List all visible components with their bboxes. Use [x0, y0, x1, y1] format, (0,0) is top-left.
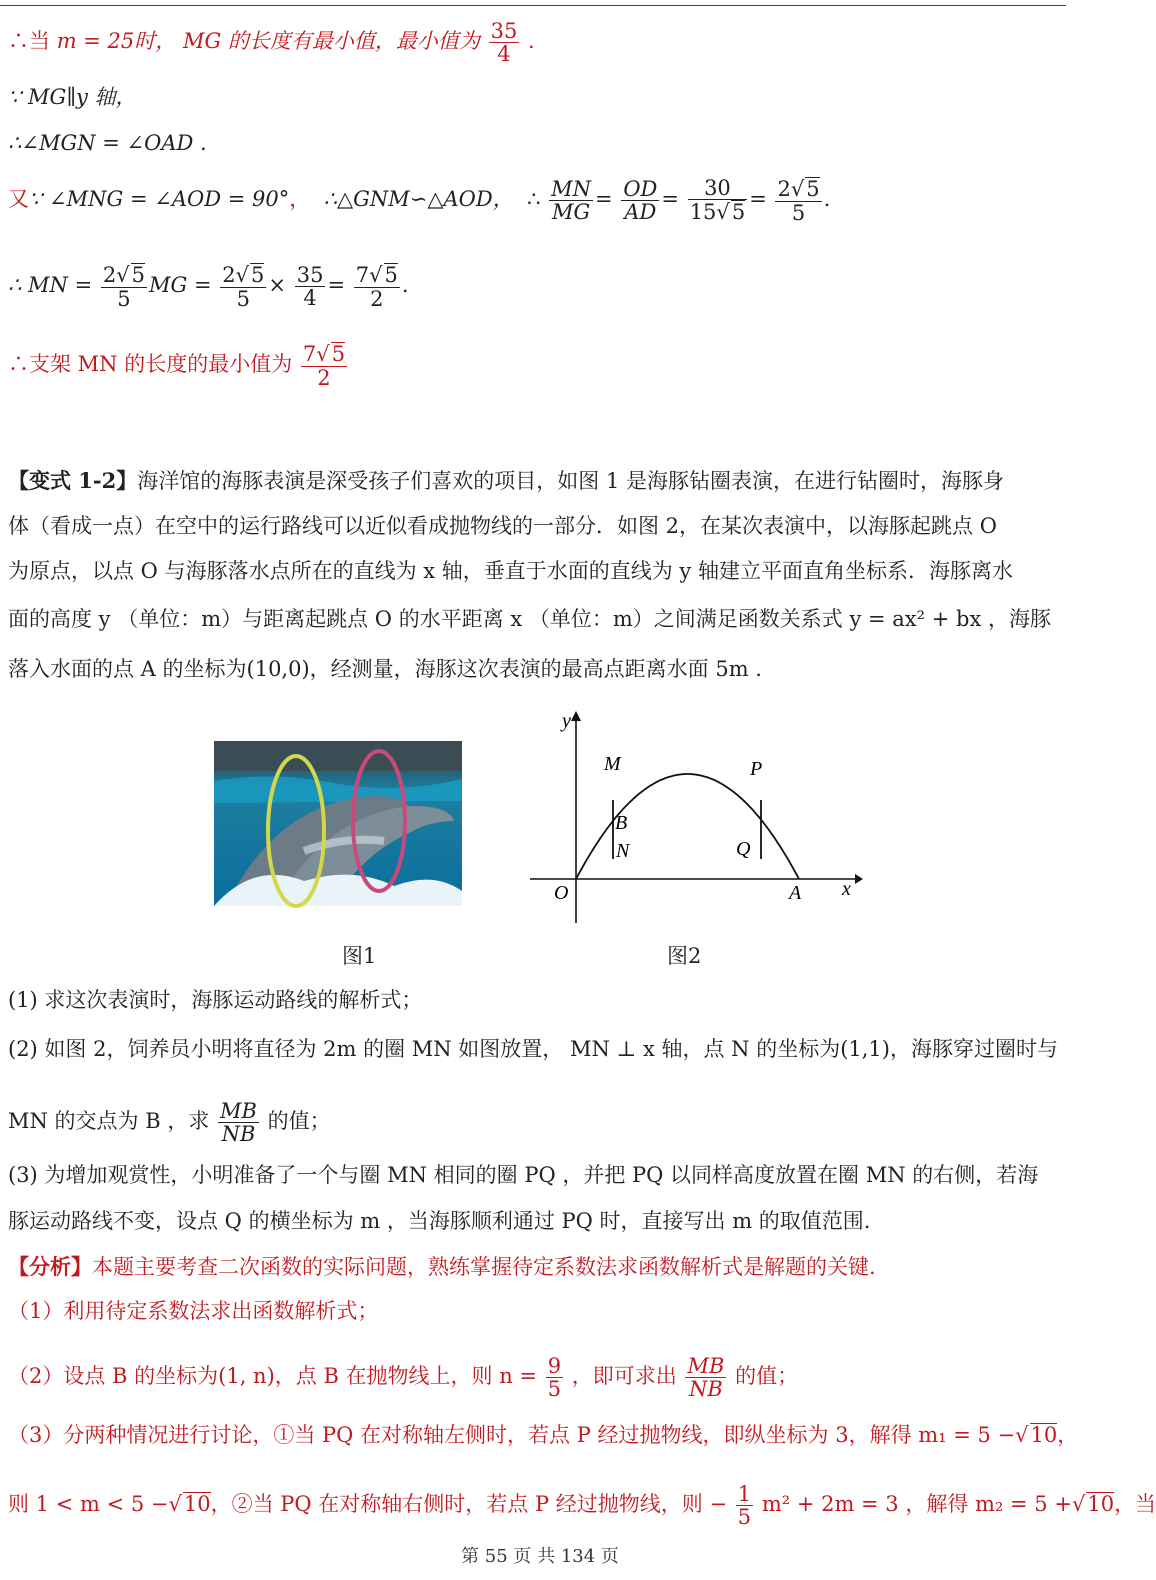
x-axis-arrow — [855, 874, 863, 884]
solution-line-3: ∴∠MGN = ∠OAD . — [8, 131, 207, 155]
problem-line-1: 【变式 1-2】海洋馆的海豚表演是深受孩子们喜欢的项目，如图 1 是海豚钻圈表演，在进行钻圈时，海豚身 — [8, 468, 1004, 493]
label-n: N — [616, 840, 630, 862]
label-y: y — [562, 710, 571, 732]
label-m: M — [604, 753, 621, 775]
solution-line-1: ∴当 m = 25时， MG 的长度有最小值，最小值为 $\frac{35}{4}$ . — [8, 19, 535, 67]
caption-figure-2: 图2 — [667, 944, 702, 968]
parabola-diagram — [530, 705, 870, 925]
analysis-1: （1）利用待定系数法求出函数解析式； — [8, 1299, 379, 1323]
problem-line-5: 落入水面的点 A 的坐标为(10,0)，经测量，海豚这次表演的最高点距离水面 5m . — [8, 657, 762, 681]
problem-line-3: 为原点，以点 O 与海豚落水点所在的直线为 x 轴，垂直于水面的直线为 y 轴建立平面直角坐标系．海豚离水 — [8, 559, 1013, 583]
question-1: (1) 求这次表演时，海豚运动路线的解析式； — [8, 988, 423, 1012]
problem-line-4: 面的高度 y （单位：m）与距离起跳点 O 的水平距离 x （单位：m）之间满足函数关系式 y = ax² + bx ，海豚 — [8, 607, 1051, 631]
analysis-3: （3）分两种情况进行讨论，①当 PQ 在对称轴左侧时，若点 P 经过抛物线，即纵坐标为 3，解得 m₁ = 5 −√10， — [8, 1423, 1079, 1447]
solution-line-2: ∵ MG∥y 轴， — [8, 85, 137, 109]
solution-line-4: 又∵ ∠MNG = ∠AOD = 90°， ∴△GNM∽△AOD， ∴ $\frac{MN}{MG}$ = $\frac{OD}{AD}$ = $\frac{30}{15√5}$ = $\frac{2√5}{5}$ . — [8, 176, 831, 226]
top-rule — [0, 5, 1066, 6]
solution-line-6: ∴支架 MN 的长度的最小值为 $\frac{7√5}{2}$ — [8, 342, 346, 391]
problem-line-2: 体（看成一点）在空中的运行路线可以近似看成抛物线的一部分．如图 2，在某次表演中，以海豚起跳点 O — [8, 514, 997, 538]
label-x: x — [842, 878, 851, 900]
question-3-line-1: (3) 为增加观赏性，小明准备了一个与圈 MN 相同的圈 PQ ，并把 PQ 以同样高度放置在圈 MN 的右侧，若海 — [8, 1163, 1039, 1187]
label-a: A — [789, 882, 802, 904]
label-p: P — [750, 758, 763, 780]
parabola-curve — [576, 774, 799, 879]
label-b: B — [615, 812, 628, 834]
fraction-35-4: $\frac{35}{4}$ — [490, 19, 518, 67]
question-2-line-2: MN 的交点为 B ，求 $\frac{MB}{NB}$ 的值； — [8, 1099, 331, 1147]
caption-figure-1: 图1 — [342, 944, 377, 968]
page-footer: 第 55 页 共 134 页 — [461, 1546, 619, 1567]
label-o: O — [554, 882, 569, 904]
question-2-line-1: (2) 如图 2，饲养员小明将直径为 2m 的圈 MN 如图放置， MN ⊥ x 轴，点 N 的坐标为(1,1)，海豚穿过圈时与 — [8, 1037, 1058, 1061]
dolphin-photo — [214, 741, 462, 906]
analysis-intro: 【分析】本题主要考查二次函数的实际问题，熟练掌握待定系数法求函数解析式是解题的关键. — [8, 1254, 876, 1279]
y-axis-arrow — [571, 711, 581, 721]
question-3-line-2: 豚运动路线不变，设点 Q 的横坐标为 m ，当海豚顺利通过 PQ 时，直接写出 m 的取值范围. — [8, 1209, 871, 1233]
analysis-4: 则 1 < m < 5 −√10，②当 PQ 在对称轴右侧时，若点 P 经过抛物线，则 − $\frac{1}{5}$ m² + 2m = 3 ，解得 m₂ = 5 +√10，当 — [8, 1482, 1156, 1530]
label-q: Q — [736, 838, 751, 860]
analysis-2: （2）设点 B 的坐标为(1, n)，点 B 在抛物线上，则 n = $\frac{9}{5}$ ，即可求出 $\frac{MB}{NB}$ 的值； — [8, 1354, 799, 1402]
solution-line-5: ∴ MN = $\frac{2√5}{5}$ MG = $\frac{2√5}{5}$ × $\frac{35}{4}$ = $\frac{7√5}{2}$ . — [8, 263, 409, 312]
